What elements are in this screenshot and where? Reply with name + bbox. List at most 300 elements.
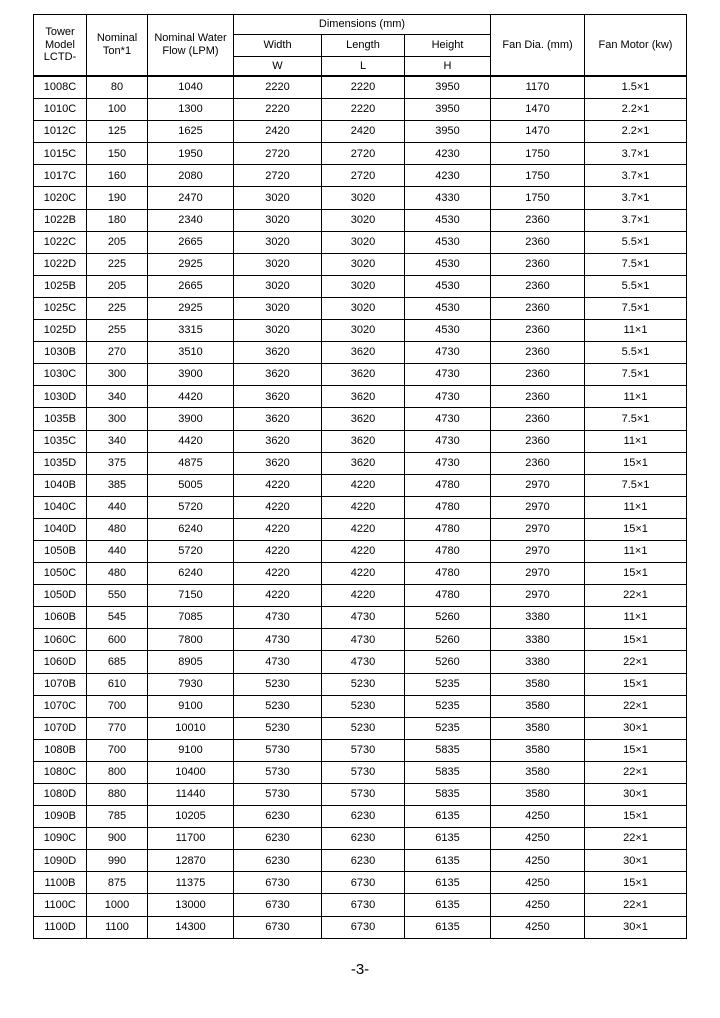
cell-fan-dia: 2360 bbox=[491, 452, 585, 474]
cell-length: 6230 bbox=[322, 828, 405, 850]
cell-height: 5235 bbox=[405, 673, 491, 695]
cell-height: 5235 bbox=[405, 695, 491, 717]
cell-fan-dia: 1470 bbox=[491, 99, 585, 121]
cell-height: 4780 bbox=[405, 585, 491, 607]
cell-fan-dia: 3580 bbox=[491, 739, 585, 761]
cell-ton: 480 bbox=[87, 563, 148, 585]
table-body bbox=[34, 76, 687, 938]
cell-fan-motor: 3.7×1 bbox=[585, 165, 687, 187]
header-width: Width bbox=[234, 35, 322, 57]
header-dimensions: Dimensions (mm) bbox=[234, 15, 491, 35]
cell-fan-motor: 11×1 bbox=[585, 320, 687, 342]
cell-height: 6135 bbox=[405, 916, 491, 938]
cell-height: 5260 bbox=[405, 651, 491, 673]
cell-flow: 2470 bbox=[148, 187, 234, 209]
table-row bbox=[34, 187, 687, 209]
cell-model: 1030D bbox=[34, 386, 87, 408]
cell-height: 4230 bbox=[405, 143, 491, 165]
cell-fan-dia: 3380 bbox=[491, 607, 585, 629]
cell-flow: 10010 bbox=[148, 717, 234, 739]
cell-ton: 180 bbox=[87, 209, 148, 231]
cell-height: 4780 bbox=[405, 474, 491, 496]
cell-width: 3020 bbox=[234, 187, 322, 209]
cell-height: 4230 bbox=[405, 165, 491, 187]
cell-height: 6135 bbox=[405, 872, 491, 894]
cell-height: 4530 bbox=[405, 320, 491, 342]
cell-flow: 6240 bbox=[148, 563, 234, 585]
table-row bbox=[34, 518, 687, 540]
header-l: L bbox=[322, 57, 405, 77]
cell-width: 5730 bbox=[234, 784, 322, 806]
cell-fan-dia: 4250 bbox=[491, 850, 585, 872]
cell-flow: 3510 bbox=[148, 342, 234, 364]
cell-ton: 340 bbox=[87, 386, 148, 408]
cell-model: 1080D bbox=[34, 784, 87, 806]
cell-height: 4730 bbox=[405, 430, 491, 452]
cell-model: 1035C bbox=[34, 430, 87, 452]
cell-height: 3950 bbox=[405, 76, 491, 99]
table-row bbox=[34, 695, 687, 717]
cell-model: 1090C bbox=[34, 828, 87, 850]
cell-length: 4220 bbox=[322, 518, 405, 540]
cell-fan-motor: 30×1 bbox=[585, 717, 687, 739]
cell-width: 2720 bbox=[234, 165, 322, 187]
cell-fan-motor: 22×1 bbox=[585, 894, 687, 916]
cell-fan-dia: 3380 bbox=[491, 651, 585, 673]
cell-fan-motor: 1.5×1 bbox=[585, 76, 687, 99]
table-row bbox=[34, 651, 687, 673]
cell-width: 6230 bbox=[234, 850, 322, 872]
cell-fan-dia: 2970 bbox=[491, 518, 585, 540]
cell-ton: 225 bbox=[87, 253, 148, 275]
cell-height: 5260 bbox=[405, 607, 491, 629]
cell-fan-dia: 1750 bbox=[491, 187, 585, 209]
header-height: Height bbox=[405, 35, 491, 57]
cell-fan-dia: 2970 bbox=[491, 540, 585, 562]
cell-flow: 4875 bbox=[148, 452, 234, 474]
cell-length: 5230 bbox=[322, 695, 405, 717]
cell-width: 4220 bbox=[234, 540, 322, 562]
cell-fan-dia: 3580 bbox=[491, 717, 585, 739]
cell-fan-dia: 2360 bbox=[491, 275, 585, 297]
cell-length: 2420 bbox=[322, 121, 405, 143]
cell-length: 2220 bbox=[322, 99, 405, 121]
table-row bbox=[34, 496, 687, 518]
cell-ton: 600 bbox=[87, 629, 148, 651]
header-fan-motor: Fan Motor (kw) bbox=[585, 15, 687, 77]
cell-model: 1025B bbox=[34, 275, 87, 297]
cell-ton: 875 bbox=[87, 872, 148, 894]
cell-width: 6730 bbox=[234, 916, 322, 938]
cell-width: 6230 bbox=[234, 806, 322, 828]
cell-flow: 2340 bbox=[148, 209, 234, 231]
cell-flow: 12870 bbox=[148, 850, 234, 872]
cell-ton: 270 bbox=[87, 342, 148, 364]
cell-flow: 7150 bbox=[148, 585, 234, 607]
cell-ton: 100 bbox=[87, 99, 148, 121]
table-row bbox=[34, 430, 687, 452]
cell-fan-motor: 22×1 bbox=[585, 651, 687, 673]
cell-fan-motor: 15×1 bbox=[585, 518, 687, 540]
cell-length: 3620 bbox=[322, 386, 405, 408]
cell-model: 1010C bbox=[34, 99, 87, 121]
cell-height: 5235 bbox=[405, 717, 491, 739]
cell-length: 3020 bbox=[322, 253, 405, 275]
cell-fan-motor: 15×1 bbox=[585, 673, 687, 695]
cell-width: 3020 bbox=[234, 209, 322, 231]
cell-fan-dia: 2360 bbox=[491, 408, 585, 430]
table-row bbox=[34, 121, 687, 143]
cell-width: 3620 bbox=[234, 364, 322, 386]
cell-flow: 11375 bbox=[148, 872, 234, 894]
cell-height: 4780 bbox=[405, 496, 491, 518]
table-row bbox=[34, 761, 687, 783]
header-fan-dia: Fan Dia. (mm) bbox=[491, 15, 585, 77]
cell-height: 4530 bbox=[405, 297, 491, 319]
cell-fan-dia: 2970 bbox=[491, 496, 585, 518]
cell-model: 1050D bbox=[34, 585, 87, 607]
cell-length: 4220 bbox=[322, 474, 405, 496]
cell-fan-dia: 3580 bbox=[491, 673, 585, 695]
cell-fan-motor: 15×1 bbox=[585, 806, 687, 828]
cell-length: 3020 bbox=[322, 231, 405, 253]
table-row bbox=[34, 673, 687, 695]
cell-width: 4220 bbox=[234, 563, 322, 585]
cell-model: 1022D bbox=[34, 253, 87, 275]
cell-flow: 9100 bbox=[148, 739, 234, 761]
cell-fan-motor: 11×1 bbox=[585, 540, 687, 562]
cell-fan-motor: 5.5×1 bbox=[585, 342, 687, 364]
cell-ton: 700 bbox=[87, 739, 148, 761]
cell-length: 3620 bbox=[322, 452, 405, 474]
cell-flow: 10400 bbox=[148, 761, 234, 783]
cell-flow: 7930 bbox=[148, 673, 234, 695]
cell-length: 3620 bbox=[322, 430, 405, 452]
cell-fan-motor: 30×1 bbox=[585, 850, 687, 872]
table-row bbox=[34, 297, 687, 319]
cell-length: 4220 bbox=[322, 563, 405, 585]
cell-width: 6730 bbox=[234, 894, 322, 916]
header-h: H bbox=[405, 57, 491, 77]
cell-height: 4730 bbox=[405, 342, 491, 364]
cell-length: 3020 bbox=[322, 209, 405, 231]
cell-length: 4220 bbox=[322, 496, 405, 518]
table-header bbox=[34, 15, 687, 77]
cell-ton: 125 bbox=[87, 121, 148, 143]
cell-width: 5230 bbox=[234, 695, 322, 717]
cell-ton: 255 bbox=[87, 320, 148, 342]
cell-ton: 440 bbox=[87, 496, 148, 518]
cell-height: 4530 bbox=[405, 275, 491, 297]
cell-length: 6730 bbox=[322, 894, 405, 916]
cell-fan-motor: 30×1 bbox=[585, 784, 687, 806]
cell-model: 1050B bbox=[34, 540, 87, 562]
cell-fan-motor: 11×1 bbox=[585, 496, 687, 518]
cell-ton: 160 bbox=[87, 165, 148, 187]
cell-width: 2220 bbox=[234, 99, 322, 121]
cell-model: 1060B bbox=[34, 607, 87, 629]
cell-model: 1080B bbox=[34, 739, 87, 761]
cell-fan-dia: 1750 bbox=[491, 143, 585, 165]
cell-model: 1060D bbox=[34, 651, 87, 673]
cell-ton: 545 bbox=[87, 607, 148, 629]
cell-fan-motor: 15×1 bbox=[585, 739, 687, 761]
cell-ton: 700 bbox=[87, 695, 148, 717]
cell-ton: 685 bbox=[87, 651, 148, 673]
cell-ton: 190 bbox=[87, 187, 148, 209]
cell-model: 1060C bbox=[34, 629, 87, 651]
cell-fan-motor: 22×1 bbox=[585, 695, 687, 717]
table-row bbox=[34, 784, 687, 806]
cell-model: 1025C bbox=[34, 297, 87, 319]
cell-fan-dia: 4250 bbox=[491, 894, 585, 916]
cell-ton: 785 bbox=[87, 806, 148, 828]
table-row bbox=[34, 253, 687, 275]
cell-length: 5230 bbox=[322, 717, 405, 739]
cell-height: 5260 bbox=[405, 629, 491, 651]
table-row bbox=[34, 828, 687, 850]
cell-fan-dia: 4250 bbox=[491, 828, 585, 850]
cell-model: 1035B bbox=[34, 408, 87, 430]
cell-fan-motor: 15×1 bbox=[585, 452, 687, 474]
cell-model: 1030C bbox=[34, 364, 87, 386]
cell-fan-dia: 4250 bbox=[491, 916, 585, 938]
cell-fan-motor: 11×1 bbox=[585, 607, 687, 629]
cell-model: 1050C bbox=[34, 563, 87, 585]
cell-flow: 3900 bbox=[148, 364, 234, 386]
table-row bbox=[34, 209, 687, 231]
cell-ton: 550 bbox=[87, 585, 148, 607]
cell-width: 4730 bbox=[234, 629, 322, 651]
cell-fan-motor: 22×1 bbox=[585, 761, 687, 783]
table-row bbox=[34, 850, 687, 872]
cell-fan-dia: 2360 bbox=[491, 320, 585, 342]
cell-model: 1035D bbox=[34, 452, 87, 474]
cell-height: 4780 bbox=[405, 563, 491, 585]
cell-length: 4730 bbox=[322, 629, 405, 651]
spec-table bbox=[33, 14, 687, 939]
cell-flow: 5720 bbox=[148, 496, 234, 518]
cell-ton: 385 bbox=[87, 474, 148, 496]
cell-fan-dia: 2360 bbox=[491, 364, 585, 386]
cell-length: 3020 bbox=[322, 320, 405, 342]
cell-ton: 80 bbox=[87, 76, 148, 99]
cell-height: 4530 bbox=[405, 231, 491, 253]
cell-width: 5230 bbox=[234, 673, 322, 695]
cell-fan-motor: 7.5×1 bbox=[585, 474, 687, 496]
cell-fan-motor: 3.7×1 bbox=[585, 209, 687, 231]
table-row bbox=[34, 320, 687, 342]
cell-height: 4780 bbox=[405, 540, 491, 562]
cell-fan-motor: 7.5×1 bbox=[585, 408, 687, 430]
cell-width: 5230 bbox=[234, 717, 322, 739]
cell-width: 4220 bbox=[234, 518, 322, 540]
cell-width: 4220 bbox=[234, 474, 322, 496]
cell-flow: 4420 bbox=[148, 386, 234, 408]
cell-width: 5730 bbox=[234, 739, 322, 761]
table-row bbox=[34, 275, 687, 297]
cell-fan-dia: 2360 bbox=[491, 342, 585, 364]
cell-fan-dia: 3580 bbox=[491, 784, 585, 806]
cell-height: 6135 bbox=[405, 806, 491, 828]
cell-model: 1100B bbox=[34, 872, 87, 894]
cell-length: 3020 bbox=[322, 297, 405, 319]
table-row bbox=[34, 739, 687, 761]
cell-length: 6230 bbox=[322, 850, 405, 872]
cell-fan-motor: 7.5×1 bbox=[585, 253, 687, 275]
cell-ton: 610 bbox=[87, 673, 148, 695]
cell-model: 1012C bbox=[34, 121, 87, 143]
cell-flow: 2665 bbox=[148, 275, 234, 297]
cell-ton: 990 bbox=[87, 850, 148, 872]
cell-model: 1040C bbox=[34, 496, 87, 518]
cell-flow: 11440 bbox=[148, 784, 234, 806]
cell-fan-dia: 2360 bbox=[491, 253, 585, 275]
table-row bbox=[34, 474, 687, 496]
cell-ton: 205 bbox=[87, 231, 148, 253]
cell-fan-dia: 1470 bbox=[491, 121, 585, 143]
cell-length: 4220 bbox=[322, 585, 405, 607]
cell-flow: 6240 bbox=[148, 518, 234, 540]
cell-fan-motor: 15×1 bbox=[585, 872, 687, 894]
cell-height: 5835 bbox=[405, 784, 491, 806]
cell-fan-dia: 2970 bbox=[491, 474, 585, 496]
cell-width: 3020 bbox=[234, 297, 322, 319]
cell-fan-motor: 3.7×1 bbox=[585, 143, 687, 165]
table-row bbox=[34, 540, 687, 562]
cell-flow: 3315 bbox=[148, 320, 234, 342]
cell-height: 4730 bbox=[405, 452, 491, 474]
header-ton: Nominal Ton*1 bbox=[87, 15, 148, 77]
cell-fan-dia: 3580 bbox=[491, 695, 585, 717]
cell-flow: 2925 bbox=[148, 297, 234, 319]
cell-width: 2220 bbox=[234, 76, 322, 99]
cell-fan-motor: 11×1 bbox=[585, 386, 687, 408]
cell-height: 4530 bbox=[405, 209, 491, 231]
cell-flow: 2665 bbox=[148, 231, 234, 253]
cell-ton: 900 bbox=[87, 828, 148, 850]
cell-flow: 4420 bbox=[148, 430, 234, 452]
cell-width: 3020 bbox=[234, 253, 322, 275]
cell-width: 2420 bbox=[234, 121, 322, 143]
table-row bbox=[34, 76, 687, 99]
cell-length: 3620 bbox=[322, 364, 405, 386]
cell-width: 3620 bbox=[234, 408, 322, 430]
cell-ton: 1000 bbox=[87, 894, 148, 916]
table-row bbox=[34, 717, 687, 739]
cell-fan-dia: 2360 bbox=[491, 386, 585, 408]
cell-width: 3620 bbox=[234, 452, 322, 474]
cell-width: 4730 bbox=[234, 607, 322, 629]
cell-height: 4730 bbox=[405, 386, 491, 408]
cell-fan-motor: 5.5×1 bbox=[585, 231, 687, 253]
header-flow: Nominal Water Flow (LPM) bbox=[148, 15, 234, 77]
cell-flow: 1300 bbox=[148, 99, 234, 121]
cell-height: 4530 bbox=[405, 253, 491, 275]
cell-ton: 440 bbox=[87, 540, 148, 562]
cell-ton: 375 bbox=[87, 452, 148, 474]
cell-length: 4730 bbox=[322, 651, 405, 673]
cell-fan-motor: 7.5×1 bbox=[585, 297, 687, 319]
table-row bbox=[34, 894, 687, 916]
cell-width: 3620 bbox=[234, 430, 322, 452]
cell-flow: 5005 bbox=[148, 474, 234, 496]
cell-height: 6135 bbox=[405, 850, 491, 872]
cell-fan-dia: 2360 bbox=[491, 209, 585, 231]
cell-fan-motor: 5.5×1 bbox=[585, 275, 687, 297]
cell-fan-dia: 4250 bbox=[491, 806, 585, 828]
cell-model: 1015C bbox=[34, 143, 87, 165]
cell-fan-dia: 3580 bbox=[491, 761, 585, 783]
cell-flow: 10205 bbox=[148, 806, 234, 828]
cell-height: 3950 bbox=[405, 121, 491, 143]
cell-length: 4730 bbox=[322, 607, 405, 629]
cell-fan-dia: 1750 bbox=[491, 165, 585, 187]
cell-width: 2720 bbox=[234, 143, 322, 165]
table-row bbox=[34, 143, 687, 165]
page-number: -3- bbox=[350, 961, 370, 978]
cell-ton: 150 bbox=[87, 143, 148, 165]
table-row bbox=[34, 607, 687, 629]
cell-model: 1020C bbox=[34, 187, 87, 209]
cell-fan-motor: 2.2×1 bbox=[585, 121, 687, 143]
cell-fan-motor: 30×1 bbox=[585, 916, 687, 938]
table-row bbox=[34, 408, 687, 430]
cell-fan-motor: 3.7×1 bbox=[585, 187, 687, 209]
cell-fan-dia: 2970 bbox=[491, 585, 585, 607]
table-row bbox=[34, 629, 687, 651]
cell-fan-dia: 2970 bbox=[491, 563, 585, 585]
cell-flow: 14300 bbox=[148, 916, 234, 938]
cell-length: 2720 bbox=[322, 165, 405, 187]
cell-model: 1022C bbox=[34, 231, 87, 253]
cell-width: 5730 bbox=[234, 761, 322, 783]
cell-ton: 1100 bbox=[87, 916, 148, 938]
cell-model: 1040B bbox=[34, 474, 87, 496]
cell-fan-dia: 2360 bbox=[491, 231, 585, 253]
cell-fan-motor: 7.5×1 bbox=[585, 364, 687, 386]
table-row bbox=[34, 165, 687, 187]
cell-length: 4220 bbox=[322, 540, 405, 562]
cell-model: 1080C bbox=[34, 761, 87, 783]
cell-ton: 340 bbox=[87, 430, 148, 452]
cell-flow: 5720 bbox=[148, 540, 234, 562]
table-row bbox=[34, 563, 687, 585]
cell-model: 1100D bbox=[34, 916, 87, 938]
cell-width: 3020 bbox=[234, 231, 322, 253]
cell-flow: 8905 bbox=[148, 651, 234, 673]
cell-height: 6135 bbox=[405, 894, 491, 916]
header-model: Tower Model LCTD- bbox=[34, 15, 87, 77]
cell-model: 1090D bbox=[34, 850, 87, 872]
cell-length: 5230 bbox=[322, 673, 405, 695]
cell-fan-motor: 22×1 bbox=[585, 585, 687, 607]
cell-fan-dia: 2360 bbox=[491, 297, 585, 319]
table-row bbox=[34, 386, 687, 408]
cell-height: 4780 bbox=[405, 518, 491, 540]
cell-flow: 11700 bbox=[148, 828, 234, 850]
cell-fan-dia: 1170 bbox=[491, 76, 585, 99]
cell-height: 3950 bbox=[405, 99, 491, 121]
cell-model: 1025D bbox=[34, 320, 87, 342]
cell-length: 5730 bbox=[322, 761, 405, 783]
cell-model: 1100C bbox=[34, 894, 87, 916]
cell-width: 4220 bbox=[234, 496, 322, 518]
cell-model: 1070B bbox=[34, 673, 87, 695]
cell-ton: 225 bbox=[87, 297, 148, 319]
table-row bbox=[34, 585, 687, 607]
cell-model: 1022B bbox=[34, 209, 87, 231]
